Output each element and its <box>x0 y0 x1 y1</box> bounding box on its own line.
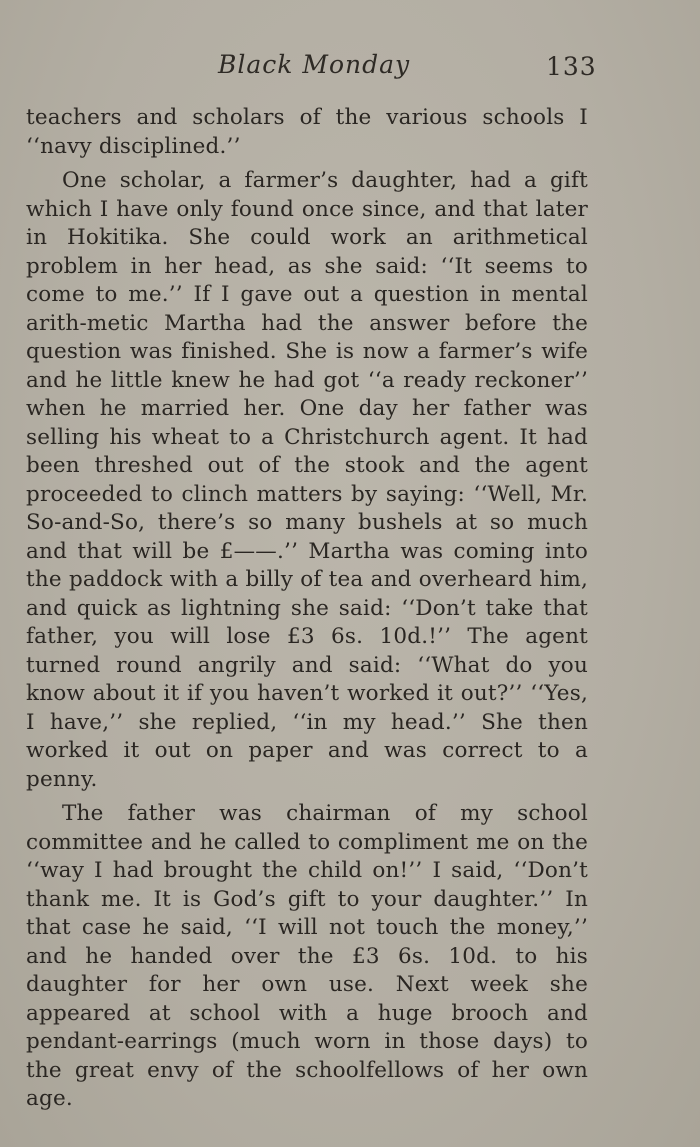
paragraph-father: The father was chairman of my school committee and he called to compliment me on the ‘‘way I had brought the child on!’’ I said, ‘‘Don’t thank me. It is God’s gift to your daughter.’’ In that case he said, ‘‘I will not touch the money,’’ and he handed over the £3 6s. 10d. to his daughter for her own use. Next week she appeared at school with a huge brooch and pendant-earrings (much worn in those days) to the great envy of the schoolfellows of her own age. <box>26 801 588 1111</box>
paragraph-martha: One scholar, a farmer’s daughter, had a gift which I have only found once since, and that later in Hokitika. She could work an arithmetical problem in her head, as she said: ‘‘It seems to come to me.’’ If I gave out a question in mental arith-metic Martha had the answer before the question was finished. She is now a farmer’s wife and he little knew he had got ‘‘a ready reckoner’’ when he married her. One day her father was selling his wheat to a Christchurch agent. It had been threshed out of the stook and the agent proceeded to clinch matters by saying: ‘‘Well, Mr. So-and-So, there’s so many bushels at so much and that will be £——.’’ Martha was coming into the paddock with a billy of tea and overheard him, and quick as lightning she said: ‘‘Don’t take that father, you will lose £3 6s. 10d.!’’ The agent turned round angrily and said: ‘‘What do you know about it if you haven’t worked it out?’’ ‘‘Yes, I have,’’ she replied, ‘‘in my head.’’ She then worked it out on paper and was correct to a penny. <box>26 168 588 792</box>
page-number: 133 <box>546 52 597 81</box>
running-title: Black Monday <box>218 50 411 79</box>
page-header <box>0 50 700 86</box>
paragraph-continuation: teachers and scholars of the various schools I ‘‘navy disciplined.’’ <box>26 105 588 159</box>
body-text <box>26 104 588 1114</box>
